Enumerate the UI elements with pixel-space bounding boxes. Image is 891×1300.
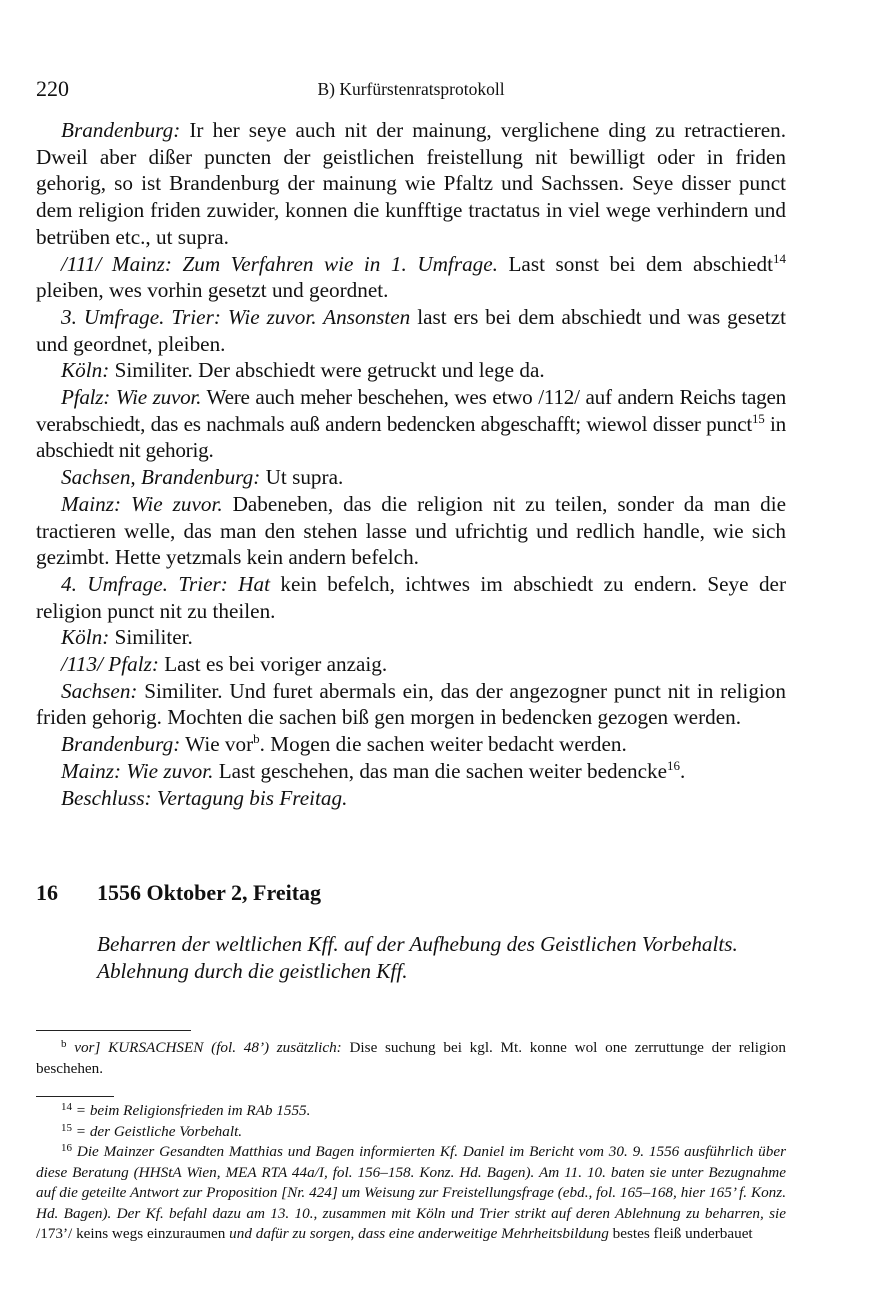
- italic-segment: Die Mainzer Gesandten Matthias und Bagen informierten Kf. Daniel im Bericht vom 30. 9. 1556 ausführlich über diese Beratung (HHStA Wien, MEA RTA 44a/I, fol. 156–158. Konz. Hd. Bagen). Am 11. 10. baten sie unter Bezugnahme auf die geteilte Antwort zur Proposition [Nr. 424] um Weisung zur Freistellungsfrage (ebd., fol. 165–168, hier 165’ f. Konz. Hd. Bagen). Der Kf. befahl dazu am 13. 10., zusammen mit Köln und Trier strikt auf deren Ablehnung zu beharren, sie: [36, 1143, 786, 1222]
- protocol-paragraph: [36, 758, 786, 785]
- italic-segment: Köln:: [61, 358, 110, 383]
- section-summary: Beharren der weltlichen Kff. auf der Aufhebung des Geistlichen Vorbehalts. Ablehnung durch die geistlichen Kff.: [97, 932, 738, 983]
- text-segment: . Mogen die sachen weiter bedacht werden.: [259, 732, 627, 757]
- footnote-ref: b: [253, 731, 260, 747]
- protocol-paragraph: [36, 491, 786, 571]
- italic-segment: /113/ Pfalz:: [61, 652, 159, 677]
- text-segment: Dise suchung bei kgl. Mt. konne wol one zerruttunge der religion beschehen.: [36, 1039, 786, 1077]
- protocol-paragraph: [36, 304, 786, 357]
- italic-segment: 4. Umfrage. Trier: Hat: [61, 571, 270, 596]
- italic-segment: Mainz: Wie zuvor.: [61, 758, 214, 783]
- text-segment: Similiter. Und furet abermals ein, das der angezogner punct nit in religion friden gehorig. Mochten die sachen biß gen morgen in bedencken gezogen werden.: [36, 678, 786, 730]
- footnote-mark: 14: [61, 1101, 72, 1113]
- footnote-mark: 16: [61, 1142, 72, 1154]
- footnote-mark: b: [61, 1038, 67, 1050]
- text-segment: Were auch meher beschehen, wes etwo /112/ auf andern Reichs tagen verabschiedt, das es nachmals auß andern bedencken abgeschafft; wiewol disser punct: [36, 385, 786, 436]
- protocol-paragraph: [36, 624, 786, 651]
- italic-segment: = beim Religionsfrieden im RAb 1555.: [72, 1102, 311, 1119]
- text-segment: /173’/ keins wegs einzuraumen: [36, 1225, 230, 1242]
- page-header: [36, 76, 786, 106]
- italic-segment: Pfalz: Wie zuvor.: [61, 385, 202, 410]
- section-number: 16: [36, 880, 58, 905]
- protocol-paragraph: [36, 678, 786, 731]
- text-segment: kein befelch, ichtwes im abschiedt zu endern. Seye der religion punct nit zu theilen.: [36, 571, 786, 623]
- protocol-paragraph: [36, 384, 786, 464]
- italic-segment: Brandenburg:: [61, 732, 181, 757]
- protocol-paragraph: [36, 651, 786, 678]
- text-segment: Similiter. Der abschiedt were getruckt und lege da.: [109, 358, 545, 383]
- section-heading: [36, 880, 786, 906]
- italic-segment: und dafür zu sorgen, dass eine anderweitige Mehrheitsbildung: [229, 1225, 609, 1242]
- page-number: 220: [36, 76, 69, 101]
- protocol-paragraph: [36, 785, 786, 812]
- text-segment: bestes fleiß underbauet: [608, 1225, 753, 1242]
- italic-segment: Beschluss: Vertagung bis Freitag.: [61, 785, 348, 810]
- text-segment: Last sonst bei dem abschiedt: [497, 251, 773, 276]
- footnote-mark: 15: [61, 1121, 72, 1134]
- footnote-divider: [36, 1096, 114, 1097]
- running-title: B) Kurfürstenratsprotokoll: [317, 79, 505, 99]
- footnote: [36, 1101, 786, 1122]
- italic-segment: vor] KURSACHSEN (fol. 48’) zusätzlich:: [66, 1039, 342, 1056]
- text-segment: last ers bei dem abschiedt und was gesetzt und geordnet, pleiben.: [36, 304, 787, 356]
- italic-segment: Mainz: Wie zuvor.: [61, 491, 223, 516]
- italic-segment: 3. Umfrage. Trier: Wie zuvor. Ansonsten: [61, 304, 411, 329]
- text-segment: Wie vor: [180, 732, 254, 757]
- italic-segment: Sachsen:: [61, 678, 138, 703]
- protocol-paragraph: [36, 117, 786, 251]
- footnote-ref: 14: [772, 250, 786, 266]
- section-date: 1556 Oktober 2, Freitag: [97, 880, 322, 905]
- numbered-footnotes: [36, 1101, 786, 1245]
- text-segment: Ir her seye auch nit der mainung, verglichene ding zu retractieren. Dweil aber dißer puncten der geistlichen freistellung nit bewilligt oder in friden gehorig, so ist Brandenburg der mainung wie Pfaltz und Sachssen. Seye disser punct dem religion friden zuwider, konnen die kunfftige tractatus in viel wege verhindern und betrüben etc., ut supra.: [36, 118, 786, 249]
- italic-segment: /111/ Mainz: Zum Verfahren wie in 1. Umfrage.: [61, 251, 498, 276]
- text-segment: in abschiedt nit gehorig.: [36, 411, 786, 463]
- footnote-ref: 16: [667, 757, 680, 773]
- footnote-ref: 15: [752, 410, 765, 426]
- text-segment: Last geschehen, das man die sachen weiter bedencke: [213, 758, 667, 783]
- footnote: [36, 1122, 786, 1143]
- italic-segment: Sachsen, Brandenburg:: [61, 465, 261, 490]
- textual-footnotes: [36, 1038, 786, 1079]
- text-segment: Similiter.: [109, 625, 193, 650]
- protocol-paragraph: [36, 251, 786, 304]
- protocol-paragraph: [36, 571, 786, 624]
- protocol-text: [36, 117, 786, 811]
- text-segment: Ut supra.: [260, 465, 344, 490]
- footnote-divider: [36, 1030, 191, 1031]
- italic-segment: Brandenburg:: [61, 118, 181, 142]
- footnote: [36, 1142, 786, 1245]
- footnote: [36, 1038, 786, 1079]
- text-segment: pleiben, wes vorhin gesetzt und geordnet.: [36, 278, 389, 303]
- text-segment: .: [680, 758, 686, 783]
- text-segment: Last es bei voriger anzaig.: [158, 652, 388, 677]
- protocol-paragraph: [36, 731, 786, 758]
- text-segment: Dabeneben, das die religion nit zu teilen, sonder da man die tractieren welle, das man den stehen lasse und ufrichtig und redlich handle, wie sich gezimbt. Hette yetzmals kein andern befelch.: [36, 491, 786, 570]
- italic-segment: = der Geistliche Vorbehalt.: [72, 1122, 243, 1140]
- protocol-paragraph: [36, 464, 786, 491]
- protocol-paragraph: [36, 357, 786, 384]
- italic-segment: Köln:: [61, 625, 110, 650]
